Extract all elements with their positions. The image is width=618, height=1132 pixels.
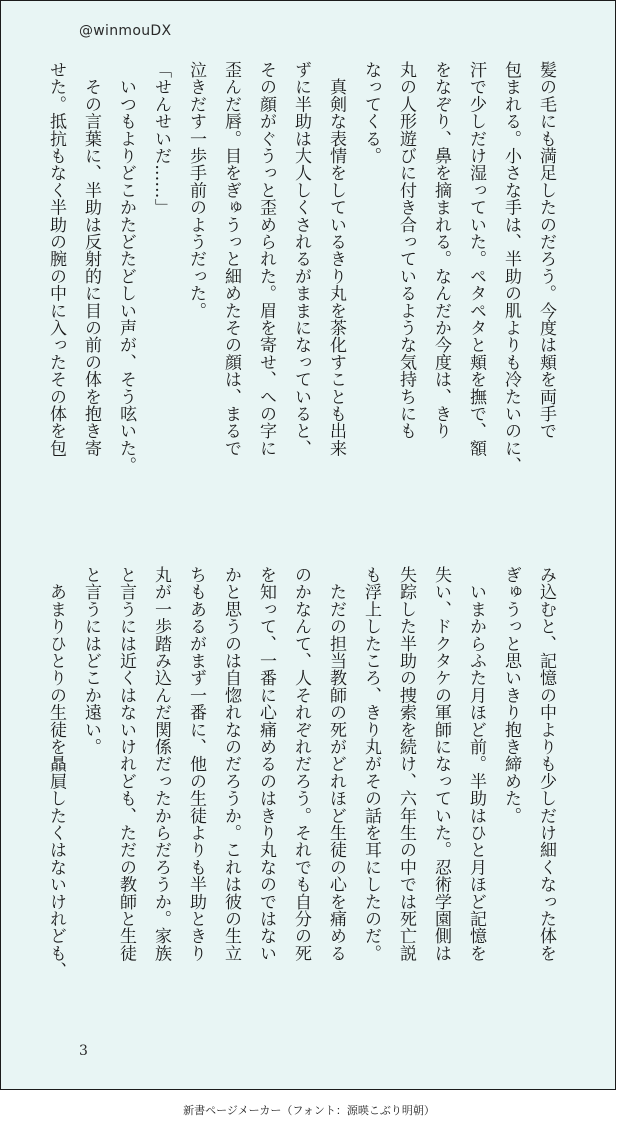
text-line: その顔がぐうっと歪められた。眉を寄せ、への字に bbox=[256, 61, 276, 457]
text-line: 失い、ドクタケの軍師になっていた。忍術学園側は bbox=[431, 566, 451, 962]
text-block-bottom bbox=[38, 566, 563, 1036]
text-line: 歪んだ唇。目をぎゅうっと細めたその顔は、まるで bbox=[221, 61, 241, 457]
text-line: あまりひとりの生徒を贔屓したくはないけれども、 bbox=[46, 566, 66, 979]
text-line: 真剣な表情をしているきり丸を茶化すことも出来 bbox=[326, 61, 346, 457]
text-line: のかなんて、人それぞれだろう。それでも自分の死 bbox=[291, 566, 311, 962]
text-line: と言うには近くはないけれども、ただの教師と生徒 bbox=[116, 566, 136, 962]
text-line: ちもあるがまず一番に、他の生徒よりも半助ときり bbox=[186, 566, 206, 962]
text-line: ぎゅうっと思いきり抱き締めた。 bbox=[501, 566, 521, 824]
text-line: いまからふた月ほど前。半助はひと月ほど記憶を bbox=[466, 566, 486, 962]
text-line: いつもよりどこかたどたどしい声が、そう呟いた。 bbox=[116, 61, 136, 474]
text-line: かと思うのは自惚れなのだろうか。これは彼の生立 bbox=[221, 566, 241, 962]
page-number: 3 bbox=[79, 1043, 88, 1059]
text-line: み込むと、記憶の中よりも少しだけ細くなった体を bbox=[536, 566, 556, 962]
text-line: 丸が一歩踏み込んだ関係だったからだろうか。家族 bbox=[151, 566, 171, 962]
text-line: 丸の人形遊びに付き合っているような気持ちにも bbox=[396, 61, 416, 440]
text-line: なってくる。 bbox=[361, 61, 381, 165]
text-line: を知って、一番に心痛めるのはきり丸なのではない bbox=[256, 566, 276, 962]
text-line: 泣きだす一歩手前のようだった。 bbox=[186, 61, 206, 319]
generator-credit: 新書ページメーカー（フォント：源暎こぶり明朝） bbox=[183, 1104, 435, 1117]
text-line: も浮上したころ、きり丸がその話を耳にしたのだ。 bbox=[361, 566, 381, 962]
text-line: 汗で少しだけ湿っていた。ペタペタと頬を撫で、額 bbox=[466, 61, 486, 457]
text-line: をなぞり、鼻を摘まれる。なんだか今度は、きり bbox=[431, 61, 451, 440]
text-line: 髪の毛にも満足したのだろう。今度は頬を両手で bbox=[536, 61, 556, 440]
text-line: 包まれる。小さな手は、半助の肌よりも冷たいのに、 bbox=[501, 61, 521, 474]
text-line: その言葉に、半助は反射的に目の前の体を抱き寄 bbox=[81, 61, 101, 457]
text-line: 「せんせいだ……」 bbox=[151, 61, 171, 216]
text-line: ただの担当教師の死がどれほど生徒の心を痛める bbox=[326, 566, 346, 962]
text-line: 失踪した半助の捜索を続け、六年生の中では死亡説 bbox=[396, 566, 416, 962]
text-line: と言うにはどこか遠い。 bbox=[81, 566, 101, 756]
text-line: ずに半助は大人しくされるがままになっていると、 bbox=[291, 61, 311, 457]
text-line: せた。抵抗もなく半助の腕の中に入ったその体を包 bbox=[46, 61, 66, 457]
author-handle: @winmouDX bbox=[79, 23, 172, 39]
text-block-top bbox=[38, 61, 563, 531]
